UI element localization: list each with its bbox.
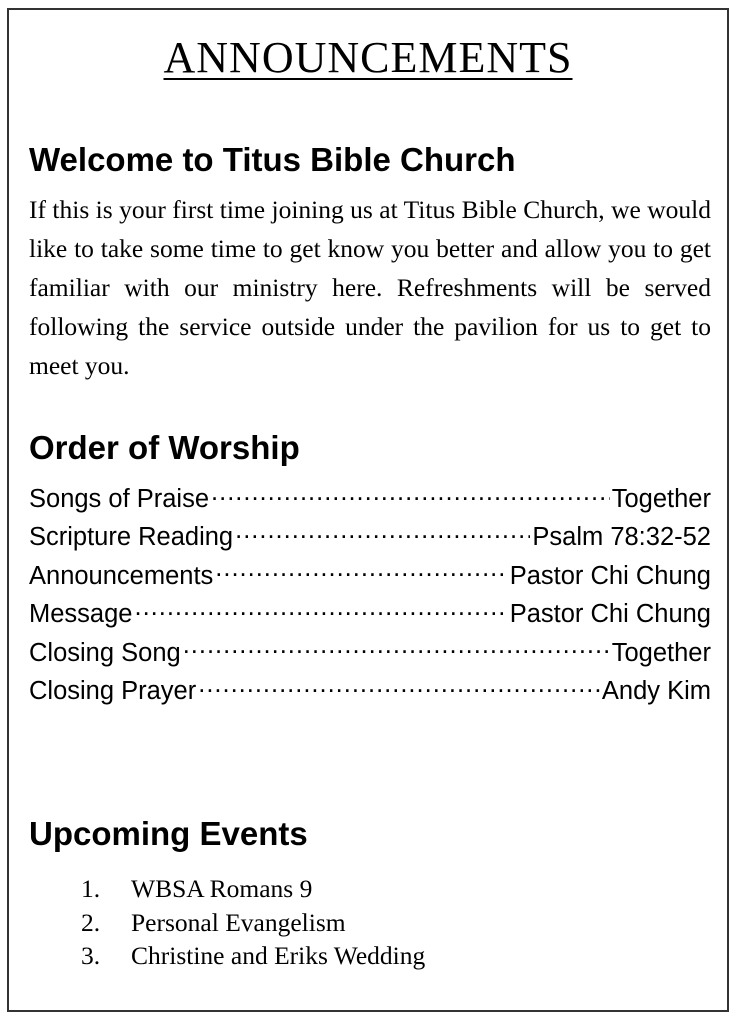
list-item [81,939,425,973]
page-title-text: ANNOUNCEMENTS [163,33,573,82]
order-item-leader: Together [611,638,711,667]
order-row [29,672,711,710]
dot-leader [134,597,507,623]
order-item-leader: Pastor Chi Chung [509,600,711,629]
order-row [29,634,711,672]
list-item-label: Personal Evangelism [131,907,346,937]
dot-leader [211,482,610,508]
dot-leader [215,558,507,584]
order-item-name: Songs of Praise [29,485,210,513]
order-row [29,518,711,556]
order-of-worship-heading: Order of Worship [29,429,300,466]
order-row [29,480,711,518]
upcoming-events-list [81,872,425,973]
list-item-number: 2. [81,907,101,937]
welcome-heading: Welcome to Titus Bible Church [29,141,516,178]
list-item-label: Christine and Eriks Wedding [131,941,426,970]
order-of-worship-list [29,480,711,710]
list-item [81,872,425,906]
order-item-name: Message [29,600,133,629]
dot-leader [198,674,600,700]
welcome-paragraph: If this is your first time joining us at Titus Bible Church, we would like to take some time to get know you better and allow you to get familiar with our ministry here. Refreshments will be served following the service outside under the pavilion for us to get to meet you. [29,195,711,380]
order-item-leader: Andy Kim [601,677,711,706]
list-item-label: WBSA Romans 9 [131,874,313,903]
dot-leader [183,635,610,661]
list-item-number: 3. [81,941,101,970]
page-title [9,32,727,84]
upcoming-events-heading: Upcoming Events [29,815,308,852]
list-item [81,906,425,940]
order-row [29,595,711,633]
order-item-name: Announcements [29,561,214,590]
list-item-number: 1. [81,874,101,903]
order-item-name: Closing Song [29,638,181,667]
order-item-leader: Psalm 78:32-52 [532,523,711,552]
order-item-name: Closing Prayer [29,677,197,706]
order-item-leader: Pastor Chi Chung [509,561,711,590]
bulletin-page [7,8,729,1012]
dot-leader [235,520,530,546]
order-item-leader: Together [611,485,711,513]
order-item-name: Scripture Reading [29,523,234,552]
order-row [29,557,711,595]
